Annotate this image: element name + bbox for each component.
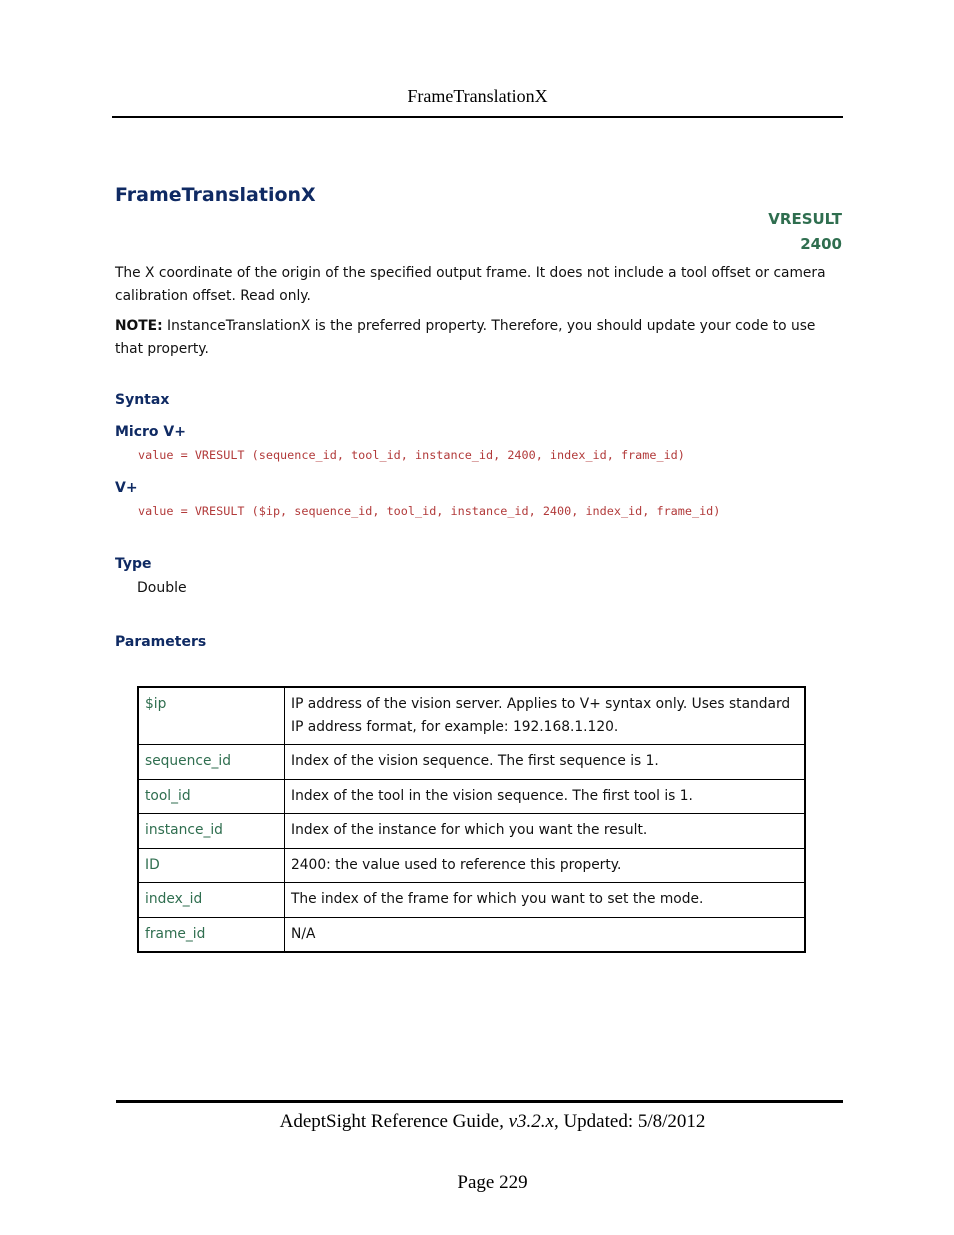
footer-guide-line — [116, 1111, 869, 1133]
running-header: FrameTranslationX — [407, 86, 548, 106]
reference-function: VRESULT — [768, 210, 842, 228]
footer-guide-title: AdeptSight Reference Guide — [279, 1111, 500, 1132]
v-plus-code: value = VRESULT ($ip, sequence_id, tool_id, instance_id, 2400, index_id, frame_id) — [138, 504, 721, 518]
table-row — [138, 687, 805, 745]
v-plus-heading: V+ — [115, 480, 138, 496]
parameter-name: ID — [138, 848, 285, 883]
parameters-heading: Parameters — [115, 634, 207, 650]
footer-version: , v3.2.x — [499, 1111, 554, 1132]
parameter-name: index_id — [138, 883, 285, 918]
parameter-description: N/A — [285, 917, 806, 952]
reference-block — [768, 207, 842, 257]
table-row — [138, 779, 805, 814]
table-row — [138, 883, 805, 918]
footer-rule — [116, 1100, 843, 1103]
reference-id: 2400 — [800, 235, 842, 253]
type-heading: Type — [115, 556, 152, 572]
parameter-name: tool_id — [138, 779, 285, 814]
table-row — [138, 814, 805, 849]
parameter-description: The index of the frame for which you want to set the mode. — [285, 883, 806, 918]
parameter-description: Index of the tool in the vision sequence. The first tool is 1. — [285, 779, 806, 814]
micro-v-code: value = VRESULT (sequence_id, tool_id, instance_id, 2400, index_id, frame_id) — [138, 448, 685, 462]
type-value: Double — [137, 580, 187, 596]
header-rule — [112, 116, 843, 118]
parameter-description: IP address of the vision server. Applies to V+ syntax only. Uses standard IP address format, for example: 192.168.1.120. — [285, 687, 806, 745]
note-paragraph — [115, 315, 845, 360]
table-row — [138, 848, 805, 883]
parameter-description: Index of the instance for which you want the result. — [285, 814, 806, 849]
note-text: InstanceTranslationX is the preferred property. Therefore, you should update your code to use that property. — [115, 318, 816, 357]
note-label: NOTE: — [115, 318, 163, 334]
parameter-name: instance_id — [138, 814, 285, 849]
syntax-heading: Syntax — [115, 392, 170, 408]
parameter-name: $ip — [138, 687, 285, 745]
parameter-name: sequence_id — [138, 745, 285, 780]
parameters-table — [137, 686, 806, 953]
page-number: Page 229 — [457, 1172, 528, 1193]
parameter-description: 2400: the value used to reference this property. — [285, 848, 806, 883]
footer-updated: , Updated: 5/8/2012 — [553, 1111, 706, 1132]
parameter-name: frame_id — [138, 917, 285, 952]
parameter-description: Index of the vision sequence. The first sequence is 1. — [285, 745, 806, 780]
micro-v-heading: Micro V+ — [115, 424, 186, 440]
table-row — [138, 917, 805, 952]
page-title: FrameTranslationX — [115, 184, 316, 206]
description-paragraph: The X coordinate of the origin of the specified output frame. It does not include a tool offset or camera calibration offset. Read only. — [115, 265, 826, 304]
table-row — [138, 745, 805, 780]
